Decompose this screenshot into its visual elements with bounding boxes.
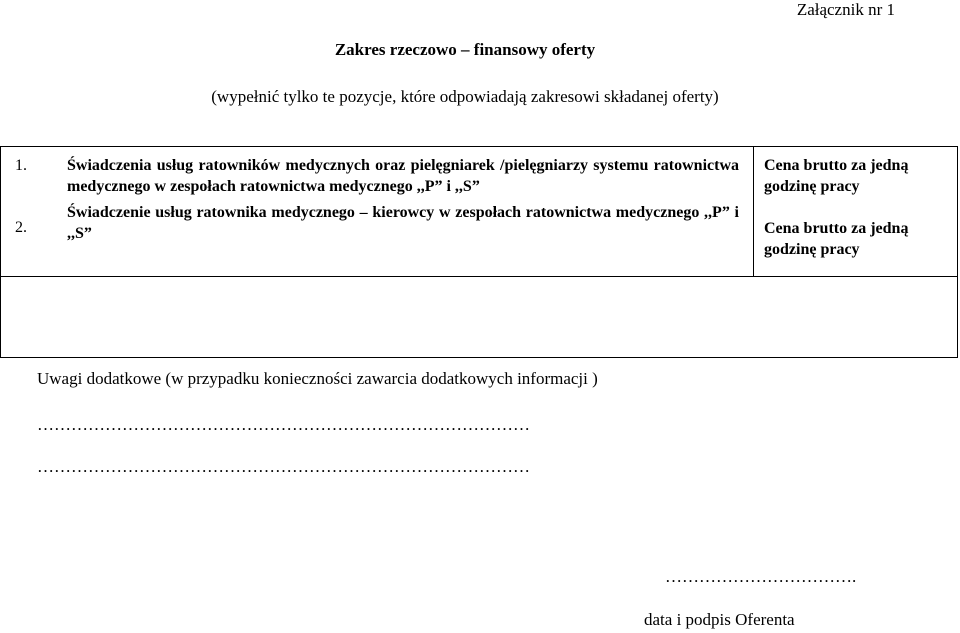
item-number-cell	[1, 147, 62, 277]
attachment-label: Załącznik nr 1	[796, 0, 895, 19]
notes-line: ……………………………………………………………………………	[37, 415, 530, 434]
price-cell	[754, 147, 958, 277]
document-subtitle: (wypełnić tylko te pozycje, które odpowiadają zakresowi składanej oferty)	[211, 87, 719, 106]
document-title: Zakres rzeczowo – finansowy oferty	[334, 40, 596, 59]
notes-label: Uwagi dodatkowe (w przypadku konieczności zawarcia dodatkowych informacji )	[37, 369, 598, 388]
item-description: Świadczenie usług ratownika medycznego – kierowcy w zespołach ratownictwa medycznego ,,P” i ,,S”	[67, 204, 739, 242]
item-description-cell	[61, 147, 754, 277]
offer-table	[0, 146, 958, 358]
item-number: 1.	[15, 157, 27, 174]
table-row	[1, 147, 958, 277]
table-row	[1, 277, 958, 358]
price-label: Cena brutto za jedną godzinę pracy	[764, 220, 909, 258]
price-label: Cena brutto za jedną godzinę pracy	[764, 157, 909, 195]
item-number: 2.	[15, 219, 27, 236]
item-description: Świadczenia usług ratowników medycznych oraz pielęgniarek /pielęgniarzy systemu ratownictwa medycznego w zespołach ratownictwa medycznego ,,P” i ,,S”	[67, 157, 739, 195]
signature-label: data i podpis Oferenta	[644, 610, 795, 629]
blank-row	[1, 277, 958, 358]
signature-line: …………………………….	[665, 567, 857, 586]
notes-line: ……………………………………………………………………………	[37, 457, 530, 476]
